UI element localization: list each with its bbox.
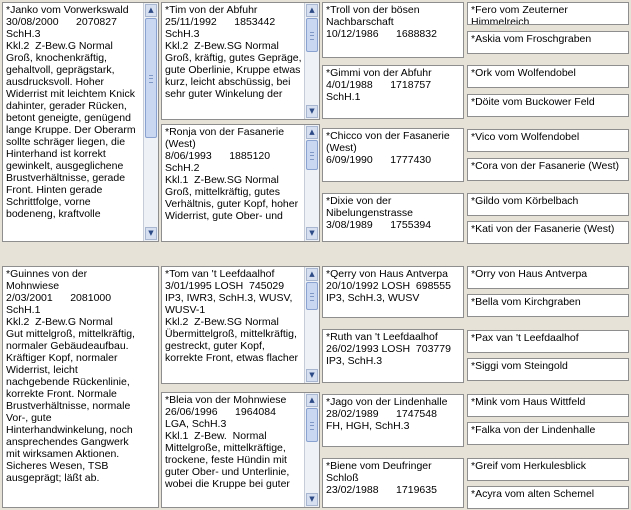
sire-gen3-box-4[interactable] — [322, 193, 464, 242]
sire-gen4-text-5: *Vico vom Wolfendobel — [471, 131, 580, 143]
vertical-scrollbar[interactable] — [304, 267, 319, 383]
dam-gen4-box-7[interactable] — [467, 458, 629, 481]
vertical-scrollbar[interactable] — [143, 3, 158, 241]
dam-gen2-sire-box[interactable] — [161, 266, 320, 384]
sire-gen4-text-7: *Gildo vom Körbelbach — [471, 195, 579, 207]
sire-gen4-text-2: *Askia vom Froschgraben — [471, 33, 592, 45]
sire-gen4-box-3[interactable] — [467, 65, 629, 88]
dam-gen3-box-3[interactable] — [322, 394, 464, 447]
dam-gen4-text-6: *Falka von der Lindenhalle — [471, 424, 596, 436]
sire-gen4-text-6: *Cora von der Fasanerie (West) — [471, 160, 620, 172]
sire-gen2-sire-text: *Tim von der Abfuhr 25/11/1992 1853442 SchH.3 Kkl.2 Z-Bew.SG Normal Groß, kräftig, gutes Gepräge, gute Oberlinie, Kruppe etwas kurz, leicht abschüssig, bei sehr guter Winkelung der — [165, 4, 302, 100]
sire-gen4-box-7[interactable] — [467, 193, 629, 216]
sire-gen3-text-3: *Chicco von der Fasanerie (West) 6/09/1990 1777430 — [326, 130, 450, 166]
scroll-down-arrow-icon[interactable]: ▼ — [306, 493, 318, 506]
dam-gen4-box-6[interactable] — [467, 422, 629, 445]
dam-gen2-dam-text: *Bleia von der Mohnwiese 26/06/1996 1964084 LGA, SchH.3 Kkl.1 Z-Bew. Normal Mittelgroße, mittelkräftige, trockene, feste Hündin mit guter Ober- und Unterlinie, wobei die Kruppe bei guter — [165, 394, 290, 490]
scroll-up-arrow-icon[interactable]: ▲ — [306, 4, 318, 17]
dam-gen3-box-2[interactable] — [322, 329, 464, 383]
sire-gen2-dam-text: *Ronja von der Fasanerie (West) 8/06/1993 1885120 SchH.2 Kkl.1 Z-Bew.SG Normal Groß, mittelkräftig, gutes Verhältnis, guter Kopf, hoher Widerrist, gute Ober- und — [165, 126, 299, 222]
dam-gen4-text-1: *Orry von Haus Antverpa — [471, 268, 588, 280]
sire-gen3-box-3[interactable] — [322, 128, 464, 182]
dam-gen1-text: *Guinnes von der Mohnwiese 2/03/2001 2081000 SchH.1 Kkl.2 Z-Bew.G Normal Gut mittelgroß, mittelkräftig, normaler Gebäudeaufbau. Kräftiger Kopf, normaler Widerrist, leicht nachgebende Rückenlinie, korrekte Front. Normale Brustverhältnisse, normale Vor-, gute Hinterhandwinkelung, noch ansprechendes Gangwerk mit wirksamen Aktionen. Sicheres Wesen, TSB ausgeprägt; läßt ab. — [6, 268, 135, 484]
dam-gen4-text-3: *Pax van 't Leefdaalhof — [471, 332, 579, 344]
scrollbar-thumb[interactable] — [306, 140, 318, 170]
sire-gen1-text: *Janko vom Vorwerkswald 30/08/2000 2070827 SchH.3 Kkl.2 Z-Bew.G Normal Groß, knochenkräftig, gehaltvoll, geprägstark, ausdrucksvoll. Hoher Widerrist mit leichtem Knick dahinter, gerader Rücken, betont geneigte, genügend lange Kruppe. Der Oberarm sollte schräger liegen, die Hinterhand ist korrekt gewinkelt, ausgeglichene Brustverhältnisse, gerade Front. Hinten gerade Schrittfolge, vorne bodeneng, kraftvolle — [6, 4, 136, 220]
vertical-scrollbar[interactable] — [304, 125, 319, 241]
dam-gen3-text-1: *Qerry von Haus Antverpa 20/10/1992 LOSH 698555 IP3, SchH.3, WUSV — [326, 268, 451, 304]
sire-gen2-dam-box[interactable] — [161, 124, 320, 242]
scroll-up-arrow-icon[interactable]: ▲ — [145, 4, 157, 17]
sire-gen3-text-4: *Dixie von der Nibelungenstrasse 3/08/1989 1755394 — [326, 195, 432, 231]
dam-gen4-box-8[interactable] — [467, 486, 629, 509]
sire-gen4-text-3: *Ork vom Wolfendobel — [471, 67, 576, 79]
scroll-down-arrow-icon[interactable]: ▼ — [306, 369, 318, 382]
sire-gen2-sire-box[interactable] — [161, 2, 320, 120]
dam-gen3-text-2: *Ruth van 't Leefdaalhof 26/02/1993 LOSH 703779 IP3, SchH.3 — [326, 331, 451, 367]
dam-gen4-box-1[interactable] — [467, 266, 629, 289]
scrollbar-thumb[interactable] — [306, 282, 318, 310]
sire-gen4-box-6[interactable] — [467, 158, 629, 181]
dam-gen4-box-5[interactable] — [467, 394, 629, 417]
scroll-down-arrow-icon[interactable]: ▼ — [145, 227, 157, 240]
dam-gen4-text-7: *Greif vom Herkulesblick — [471, 460, 586, 472]
dam-gen4-text-5: *Mink vom Haus Wittfeld — [471, 396, 586, 408]
sire-gen4-text-1: *Fero vom Zeuterner Himmelreich — [471, 4, 571, 25]
dam-gen3-box-4[interactable] — [322, 458, 464, 508]
scrollbar-thumb[interactable] — [145, 18, 157, 138]
sire-gen3-text-1: *Troll von der bösen Nachbarschaft 10/12/1986 1688832 — [326, 4, 437, 40]
sire-gen4-box-2[interactable] — [467, 31, 629, 54]
dam-gen3-text-3: *Jago von der Lindenhalle 28/02/1989 1747548 FH, HGH, SchH.3 — [326, 396, 448, 432]
dam-gen4-box-3[interactable] — [467, 330, 629, 353]
dam-gen4-box-2[interactable] — [467, 294, 629, 317]
dam-gen1-box[interactable] — [2, 266, 159, 508]
vertical-scrollbar[interactable] — [304, 393, 319, 507]
scroll-up-arrow-icon[interactable]: ▲ — [306, 268, 318, 281]
sire-gen4-box-5[interactable] — [467, 129, 629, 152]
dam-gen3-box-1[interactable] — [322, 266, 464, 318]
scroll-down-arrow-icon[interactable]: ▼ — [306, 227, 318, 240]
sire-gen3-box-2[interactable] — [322, 65, 464, 119]
scroll-up-arrow-icon[interactable]: ▲ — [306, 394, 318, 407]
scroll-up-arrow-icon[interactable]: ▲ — [306, 126, 318, 139]
dam-gen4-box-4[interactable] — [467, 358, 629, 381]
sire-gen4-text-4: *Döite vom Buckower Feld — [471, 96, 595, 108]
sire-gen4-box-4[interactable] — [467, 94, 629, 117]
dam-gen4-text-4: *Siggi vom Steingold — [471, 360, 568, 372]
dam-gen2-dam-box[interactable] — [161, 392, 320, 508]
sire-gen3-text-2: *Gimmi von der Abfuhr 4/01/1988 1718757 SchH.1 — [326, 67, 432, 103]
scrollbar-thumb[interactable] — [306, 408, 318, 442]
dam-gen4-text-8: *Acyra vom alten Schemel — [471, 488, 595, 500]
dam-gen2-sire-text: *Tom van 't Leefdaalhof 3/01/1995 LOSH 745029 IP3, IWR3, SchH.3, WUSV, WUSV-1 Kkl.2 Z-Bew.SG Normal Übermittelgroß, mittelkräftig, gestreckt, guter Kopf, korrekte Front, etwas flacher — [165, 268, 299, 364]
sire-gen4-box-1[interactable] — [467, 2, 629, 25]
sire-gen4-box-8[interactable] — [467, 221, 629, 244]
sire-gen1-box[interactable] — [2, 2, 159, 242]
dam-gen4-text-2: *Bella vom Kirchgraben — [471, 296, 581, 308]
sire-gen3-box-1[interactable] — [322, 2, 464, 58]
dam-gen3-text-4: *Biene vom Deufringer Schloß 23/02/1988 1719635 — [326, 460, 437, 496]
vertical-scrollbar[interactable] — [304, 3, 319, 119]
scroll-down-arrow-icon[interactable]: ▼ — [306, 105, 318, 118]
scrollbar-thumb[interactable] — [306, 18, 318, 52]
sire-gen4-text-8: *Kati von der Fasanerie (West) — [471, 223, 615, 235]
